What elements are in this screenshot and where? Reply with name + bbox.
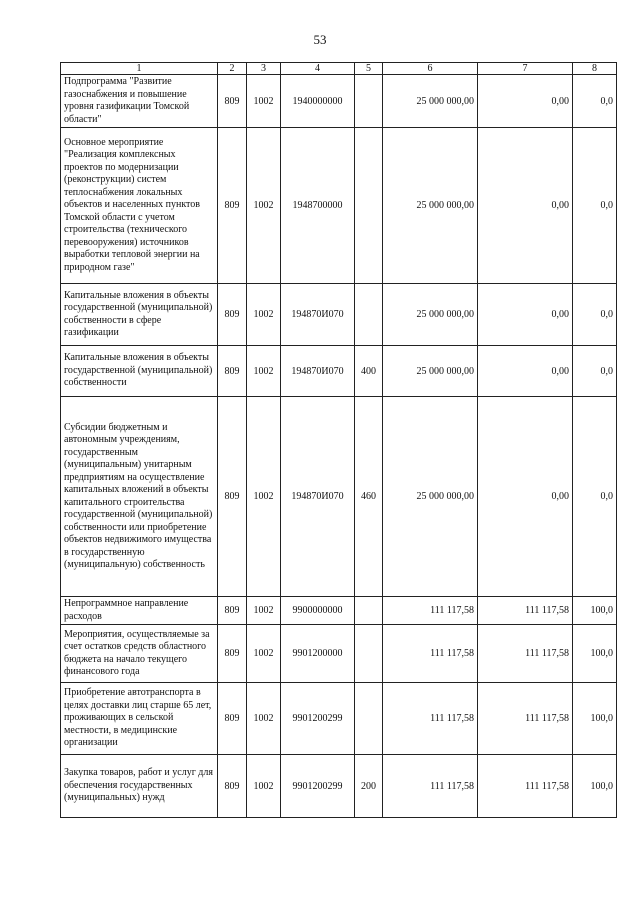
column-header: 5	[355, 63, 383, 75]
table-row	[61, 397, 617, 597]
cell-col4: 194870И070	[281, 284, 355, 346]
cell-col6: 111 117,58	[383, 755, 478, 818]
cell-col8: 100,0	[573, 755, 617, 818]
table-row	[61, 755, 617, 818]
cell-col2: 809	[218, 755, 247, 818]
cell-col6: 25 000 000,00	[383, 128, 478, 284]
cell-col4: 1948700000	[281, 128, 355, 284]
column-header: 6	[383, 63, 478, 75]
cell-col7: 0,00	[478, 284, 573, 346]
table-row	[61, 284, 617, 346]
cell-col2: 809	[218, 397, 247, 597]
column-header: 8	[573, 63, 617, 75]
column-header: 3	[247, 63, 281, 75]
table-row	[61, 346, 617, 397]
cell-col7: 111 117,58	[478, 597, 573, 625]
cell-col3: 1002	[247, 683, 281, 755]
cell-col8: 100,0	[573, 597, 617, 625]
cell-col8: 0,0	[573, 128, 617, 284]
cell-col4: 194870И070	[281, 346, 355, 397]
cell-col2: 809	[218, 683, 247, 755]
cell-col5	[355, 625, 383, 683]
cell-col7: 0,00	[478, 128, 573, 284]
column-header: 2	[218, 63, 247, 75]
cell-col3: 1002	[247, 346, 281, 397]
cell-col8: 0,0	[573, 75, 617, 128]
cell-col5	[355, 284, 383, 346]
table-row	[61, 128, 617, 284]
cell-col7: 111 117,58	[478, 683, 573, 755]
table-row	[61, 597, 617, 625]
cell-col8: 100,0	[573, 625, 617, 683]
cell-col3: 1002	[247, 397, 281, 597]
cell-col3: 1002	[247, 284, 281, 346]
cell-col3: 1002	[247, 625, 281, 683]
cell-col6: 25 000 000,00	[383, 75, 478, 128]
table-row	[61, 683, 617, 755]
row-name: Закупка товаров, работ и услуг для обеспечения государственных (муниципальных) нужд	[61, 755, 218, 818]
row-name: Подпрограмма "Развитие газоснабжения и повышение уровня газификации Томской области"	[61, 75, 218, 128]
cell-col5: 400	[355, 346, 383, 397]
row-name: Основное мероприятие "Реализация комплексных проектов по модернизации (реконструкции) систем теплоснабжения локальных объектов и населенных пунктов Томской области с учетом строительства (технического перевооружения) источников выработки тепловой энергии на природном газе"	[61, 128, 218, 284]
cell-col6: 25 000 000,00	[383, 346, 478, 397]
budget-table	[60, 62, 617, 818]
cell-col5	[355, 597, 383, 625]
cell-col4: 1940000000	[281, 75, 355, 128]
cell-col8: 0,0	[573, 346, 617, 397]
cell-col4: 9901200000	[281, 625, 355, 683]
cell-col3: 1002	[247, 75, 281, 128]
table-row	[61, 625, 617, 683]
row-name: Непрограммное направление расходов	[61, 597, 218, 625]
cell-col7: 0,00	[478, 397, 573, 597]
row-name: Мероприятия, осуществляемые за счет остатков средств областного бюджета на начало текущего финансового года	[61, 625, 218, 683]
cell-col8: 0,0	[573, 284, 617, 346]
cell-col3: 1002	[247, 755, 281, 818]
cell-col6: 111 117,58	[383, 597, 478, 625]
cell-col5	[355, 683, 383, 755]
column-header: 7	[478, 63, 573, 75]
cell-col2: 809	[218, 597, 247, 625]
row-name: Капитальные вложения в объекты государственной (муниципальной) собственности	[61, 346, 218, 397]
cell-col5: 460	[355, 397, 383, 597]
cell-col2: 809	[218, 284, 247, 346]
cell-col6: 25 000 000,00	[383, 397, 478, 597]
cell-col7: 111 117,58	[478, 625, 573, 683]
cell-col2: 809	[218, 128, 247, 284]
cell-col7: 0,00	[478, 75, 573, 128]
cell-col7: 0,00	[478, 346, 573, 397]
page-number: 53	[313, 32, 327, 47]
table-row	[61, 75, 617, 128]
cell-col8: 100,0	[573, 683, 617, 755]
cell-col5	[355, 128, 383, 284]
row-name: Капитальные вложения в объекты государственной (муниципальной) собственности в сфере газификации	[61, 284, 218, 346]
cell-col5: 200	[355, 755, 383, 818]
column-header: 1	[61, 63, 218, 75]
cell-col6: 25 000 000,00	[383, 284, 478, 346]
cell-col3: 1002	[247, 597, 281, 625]
cell-col4: 9900000000	[281, 597, 355, 625]
cell-col8: 0,0	[573, 397, 617, 597]
cell-col6: 111 117,58	[383, 625, 478, 683]
cell-col4: 9901200299	[281, 683, 355, 755]
cell-col6: 111 117,58	[383, 683, 478, 755]
cell-col2: 809	[218, 346, 247, 397]
cell-col4: 9901200299	[281, 755, 355, 818]
cell-col2: 809	[218, 625, 247, 683]
cell-col5	[355, 75, 383, 128]
row-name: Субсидии бюджетным и автономным учреждениям, государственным (муниципальным) унитарным предприятиям на осуществление капитальных вложений в объекты капитального строительства государственной (муниципальной) собственности или приобретение объектов недвижимого имущества в государственную (муниципальную) собственность	[61, 397, 218, 597]
cell-col4: 194870И070	[281, 397, 355, 597]
column-header: 4	[281, 63, 355, 75]
row-name: Приобретение автотранспорта в целях доставки лиц старше 65 лет, проживающих в сельской местности, в медицинские организации	[61, 683, 218, 755]
cell-col2: 809	[218, 75, 247, 128]
cell-col3: 1002	[247, 128, 281, 284]
cell-col7: 111 117,58	[478, 755, 573, 818]
header-row	[61, 63, 617, 75]
